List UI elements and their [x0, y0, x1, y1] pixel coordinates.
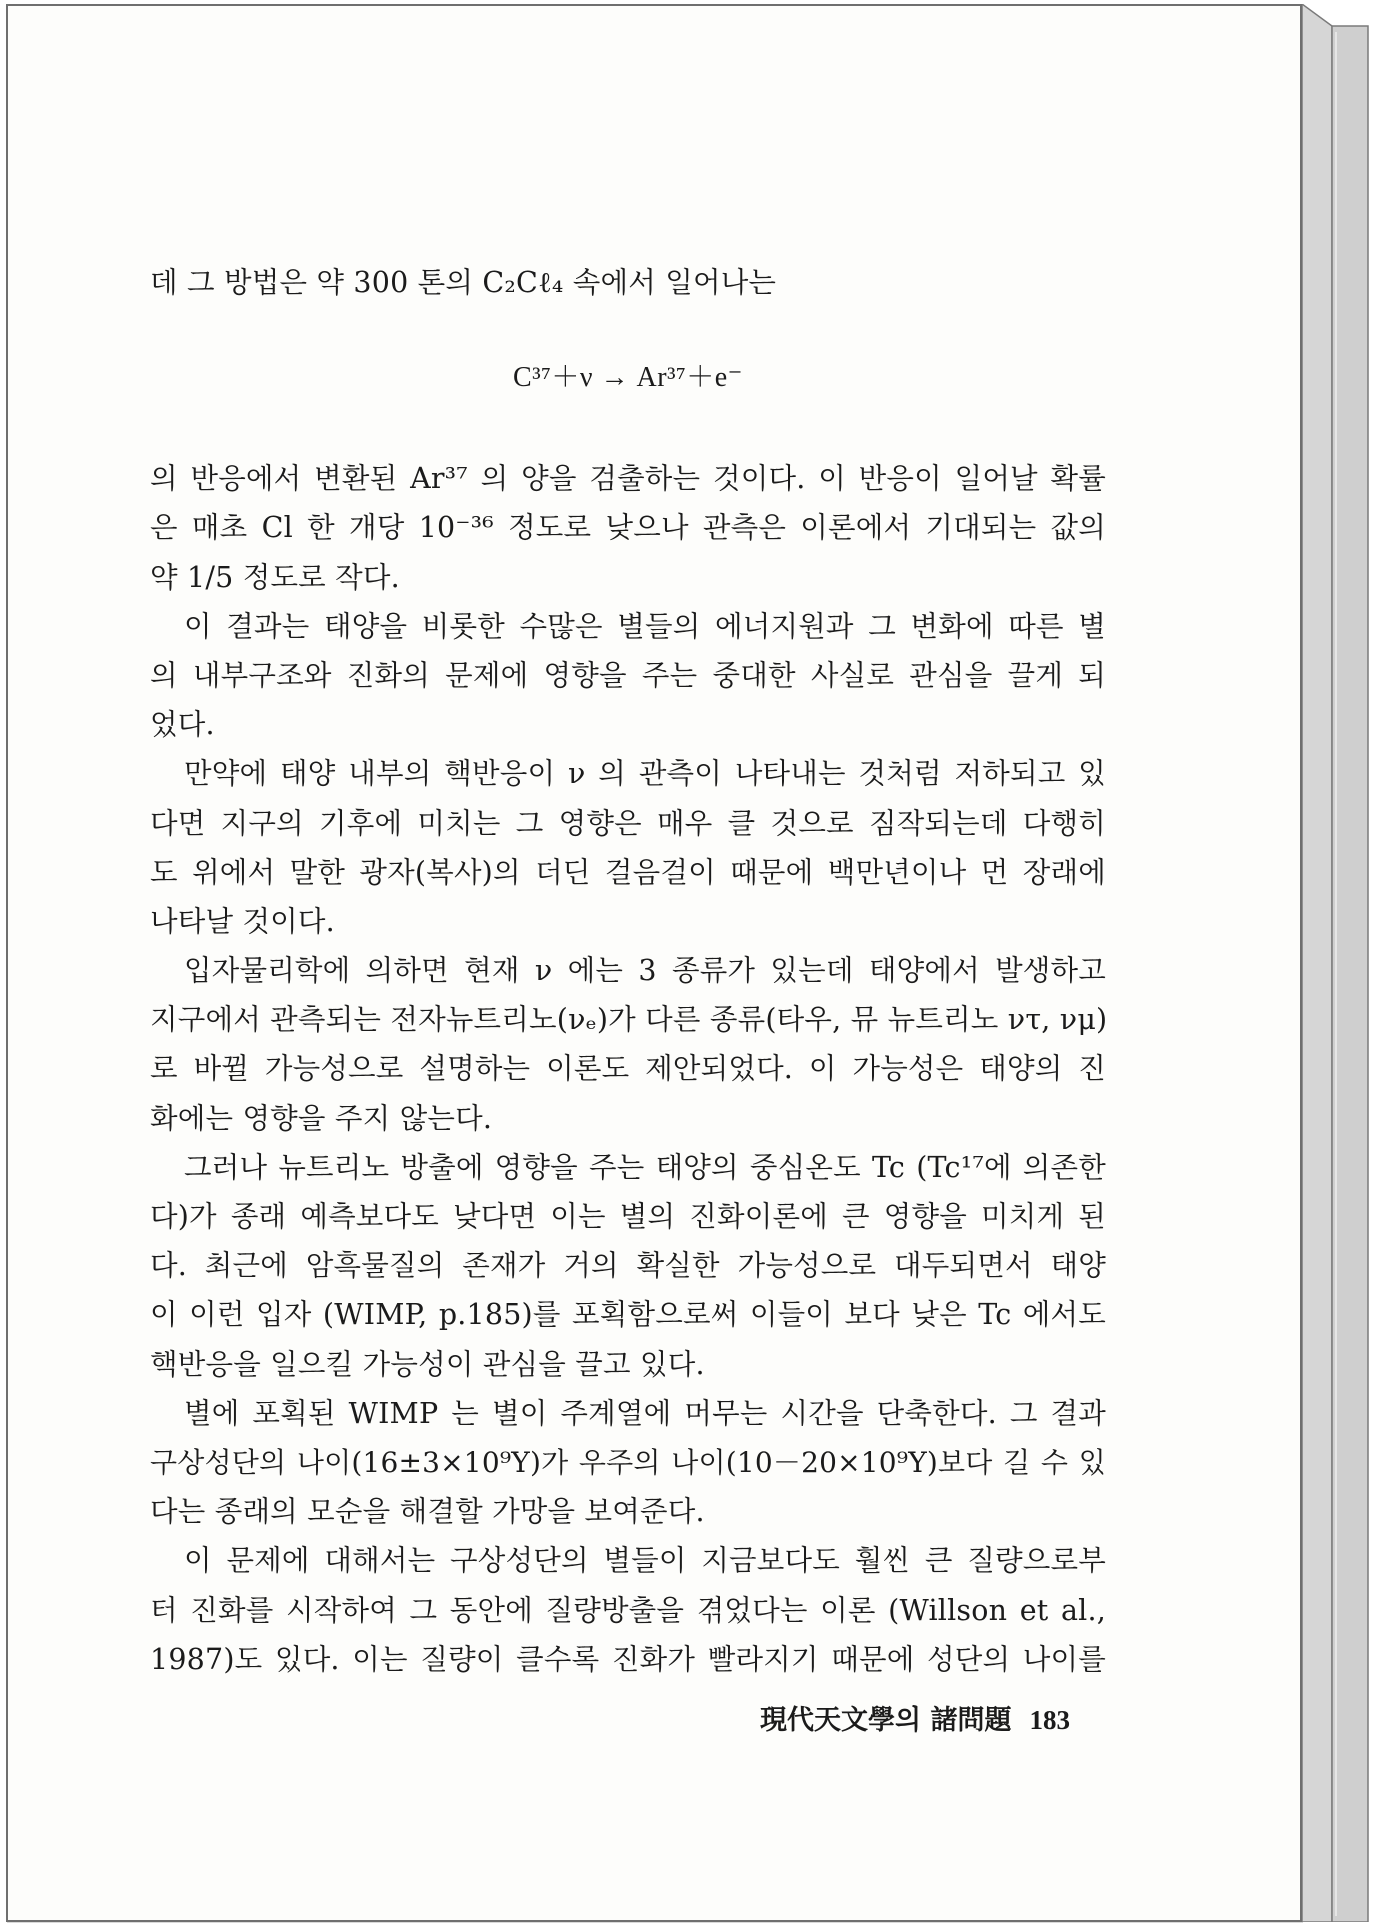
text-line-14: 로 바뀔 가능성으로 설명하는 이론도 제안되었다. 이 가능성은 태양의 진 — [150, 1052, 1106, 1086]
text-line-11: 나타날 것이다. — [150, 904, 335, 938]
gap — [150, 405, 1106, 454]
text-line-8: 만약에 태양 내부의 핵반응이 ν 의 관측이 나타내는 것처럼 저하되고 있 — [184, 757, 1106, 791]
formula-spacer — [150, 307, 1106, 405]
text-line-21: 별에 포획된 WIMP 는 별이 주계열에 머무는 시간을 단축한다. 그 결과 — [184, 1396, 1106, 1430]
text-line-7: 었다. — [150, 708, 215, 742]
text-line-10: 도 위에서 말한 광자(복사)의 더딘 걸음걸이 때문에 백만년이나 먼 장래에 — [150, 855, 1106, 889]
running-footer — [740, 1698, 1070, 1737]
text-line-26: 1987)도 있다. 이는 질량이 클수록 진화가 빨라지기 때문에 성단의 나이를 — [150, 1642, 1106, 1676]
text-line-22: 구상성단의 나이(16±3×10⁹Y)가 우주의 나이(10－20×10⁹Y)보다 길 수 있 — [150, 1445, 1106, 1479]
page-body — [150, 258, 1106, 1684]
text-line-2: 의 반응에서 변환된 Ar³⁷ 의 양을 검출하는 것이다. 이 반응이 일어날 확률 — [150, 462, 1106, 496]
page-number: 183 — [1029, 1705, 1070, 1735]
page-edge-shape — [1302, 4, 1372, 1922]
text-line-15: 화에는 영향을 주지 않는다. — [150, 1101, 493, 1135]
text-line-23: 다는 종래의 모순을 해결할 가망을 보여준다. — [150, 1495, 705, 1529]
reaction-formula: C³⁷＋ν → Ar³⁷＋e⁻ — [513, 362, 743, 393]
page-stack-edge — [1302, 4, 1372, 1922]
text-line-16: 그러나 뉴트리노 방출에 영향을 주는 태양의 중심온도 Tc (Tc¹⁷에 의존한 — [184, 1150, 1106, 1184]
text-line-13: 지구에서 관측되는 전자뉴트리노(νₑ)가 다른 종류(타우, 뮤 뉴트리노 ντ, νμ) — [150, 1003, 1108, 1037]
text-line-20: 핵반응을 일으킬 가능성이 관심을 끌고 있다. — [150, 1347, 705, 1381]
text-line-18: 다. 최근에 암흑물질의 존재가 거의 확실한 가능성으로 대두되면서 태양 — [150, 1249, 1106, 1283]
text-line-25: 터 진화를 시작하여 그 동안에 질량방출을 겪었다는 이론 (Willson et al., — [150, 1593, 1106, 1627]
text-line-5: 이 결과는 태양을 비롯한 수많은 별들의 에너지원과 그 변화에 따른 별 — [184, 609, 1106, 643]
text-line-3: 은 매초 Cl 한 개당 10⁻³⁶ 정도로 낮으나 관측은 이론에서 기대되는 값의 — [150, 511, 1106, 545]
text-line-17: 다)가 종래 예측보다도 낮다면 이는 별의 진화이론에 큰 영향을 미치게 된 — [150, 1200, 1106, 1233]
text-line-19: 이 이런 입자 (WIMP, p.185)를 포획함으로써 이들이 보다 낮은 Tc 에서도 — [150, 1298, 1106, 1332]
text-line-24: 이 문제에 대해서는 구상성단의 별들이 지금보다도 훨씬 큰 질량으로부 — [184, 1544, 1106, 1578]
text-line-12: 입자물리학에 의하면 현재 ν 에는 3 종류가 있는데 태양에서 발생하고 — [184, 954, 1106, 988]
text-line-4: 약 1/5 정도로 작다. — [150, 560, 400, 594]
text-line-9: 다면 지구의 기후에 미치는 그 영향은 매우 클 것으로 짐작되는데 다행히 — [150, 806, 1106, 840]
text-line-6: 의 내부구조와 진화의 문제에 영향을 주는 중대한 사실로 관심을 끌게 되 — [150, 658, 1106, 692]
text-line-1: 데 그 방법은 약 300 톤의 C₂Cℓ₄ 속에서 일어나는 — [150, 266, 777, 299]
book-title: 現代天文學의 諸問題 — [760, 1705, 1012, 1736]
